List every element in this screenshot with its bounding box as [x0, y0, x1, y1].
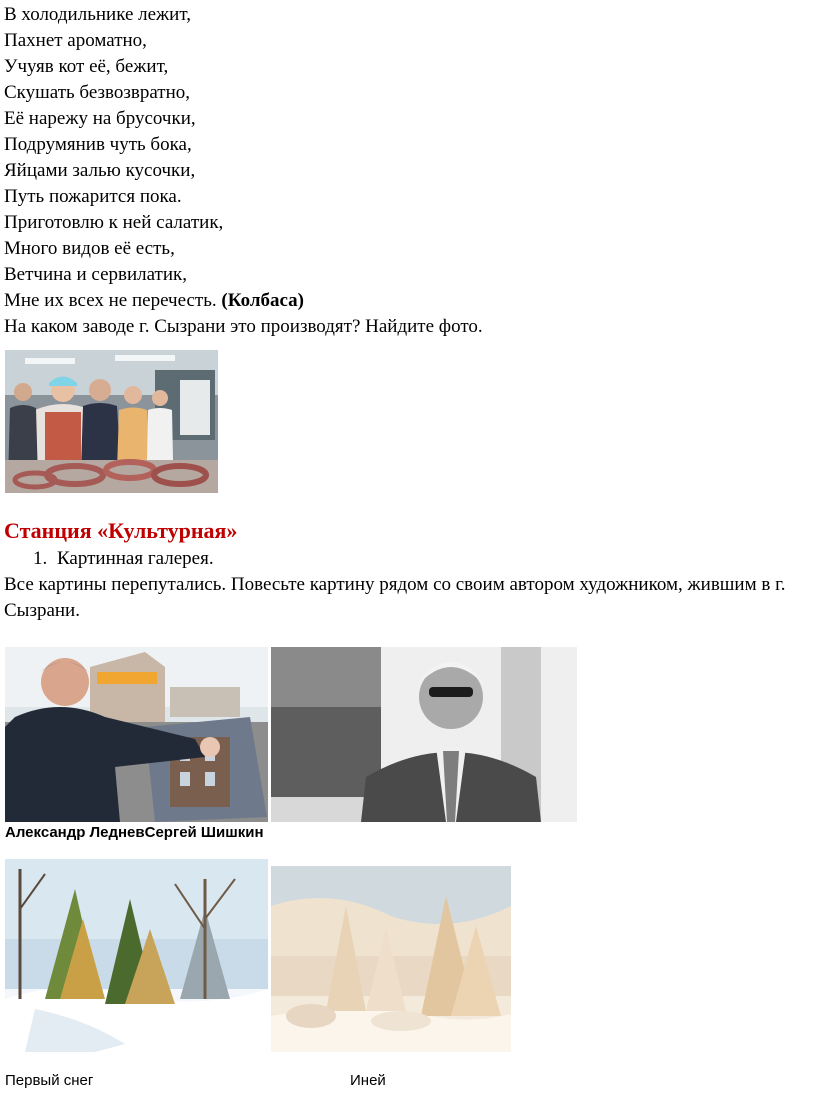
- riddle-question: На каком заводе г. Сызрани это производят? Найдите фото.: [4, 316, 483, 337]
- poem-line: Путь пожарится пока.: [4, 186, 182, 207]
- poem-line: Её нарежу на брусочки,: [4, 108, 196, 129]
- poem-line: Ветчина и сервилатик,: [4, 264, 188, 285]
- poem-line: Учуяв кот её, бежит,: [4, 56, 169, 77]
- painting-first-snow: [5, 859, 268, 1052]
- painting-caption-first-snow: Первый снег: [5, 1072, 94, 1089]
- poem-line: Пахнет ароматно,: [4, 30, 147, 51]
- station-title: Станция «Культурная»: [4, 518, 238, 543]
- poem-line: Подрумянив чуть бока,: [4, 134, 192, 155]
- caption-artist-shishkin: Сергей Шишкин: [144, 824, 264, 841]
- list-number: 1.: [33, 548, 48, 569]
- riddle-answer: (Колбаса): [221, 290, 304, 311]
- task-instruction: Все картины перепутались. Повесьте картину рядом со своим автором художником, жившим в г. Сызрани.: [4, 574, 786, 621]
- artist-photo-shishkin: [271, 647, 577, 822]
- artist-captions: [5, 824, 264, 842]
- poem-line: В холодильнике лежит,: [4, 4, 191, 25]
- artist-photo-ledenev: [5, 647, 268, 822]
- poem-line: Скушать безвозвратно,: [4, 82, 190, 103]
- factory-photo: [5, 350, 218, 493]
- poem-line: Мне их всех не перечесть.: [4, 290, 217, 311]
- list-item-label: Картинная галерея.: [57, 548, 214, 569]
- poem-last-line: [4, 288, 804, 314]
- painting-caption-frost: Иней: [350, 1072, 386, 1089]
- poem-line: Яйцами залью кусочки,: [4, 160, 196, 181]
- poem-line: Много видов её есть,: [4, 238, 175, 259]
- poem-block: [4, 2, 804, 340]
- painting-frost: [271, 866, 511, 1052]
- poem-line: Приготовлю к ней салатик,: [4, 212, 224, 233]
- list-item: [33, 546, 214, 572]
- caption-artist-ledenev: Александр Леднев: [5, 824, 145, 841]
